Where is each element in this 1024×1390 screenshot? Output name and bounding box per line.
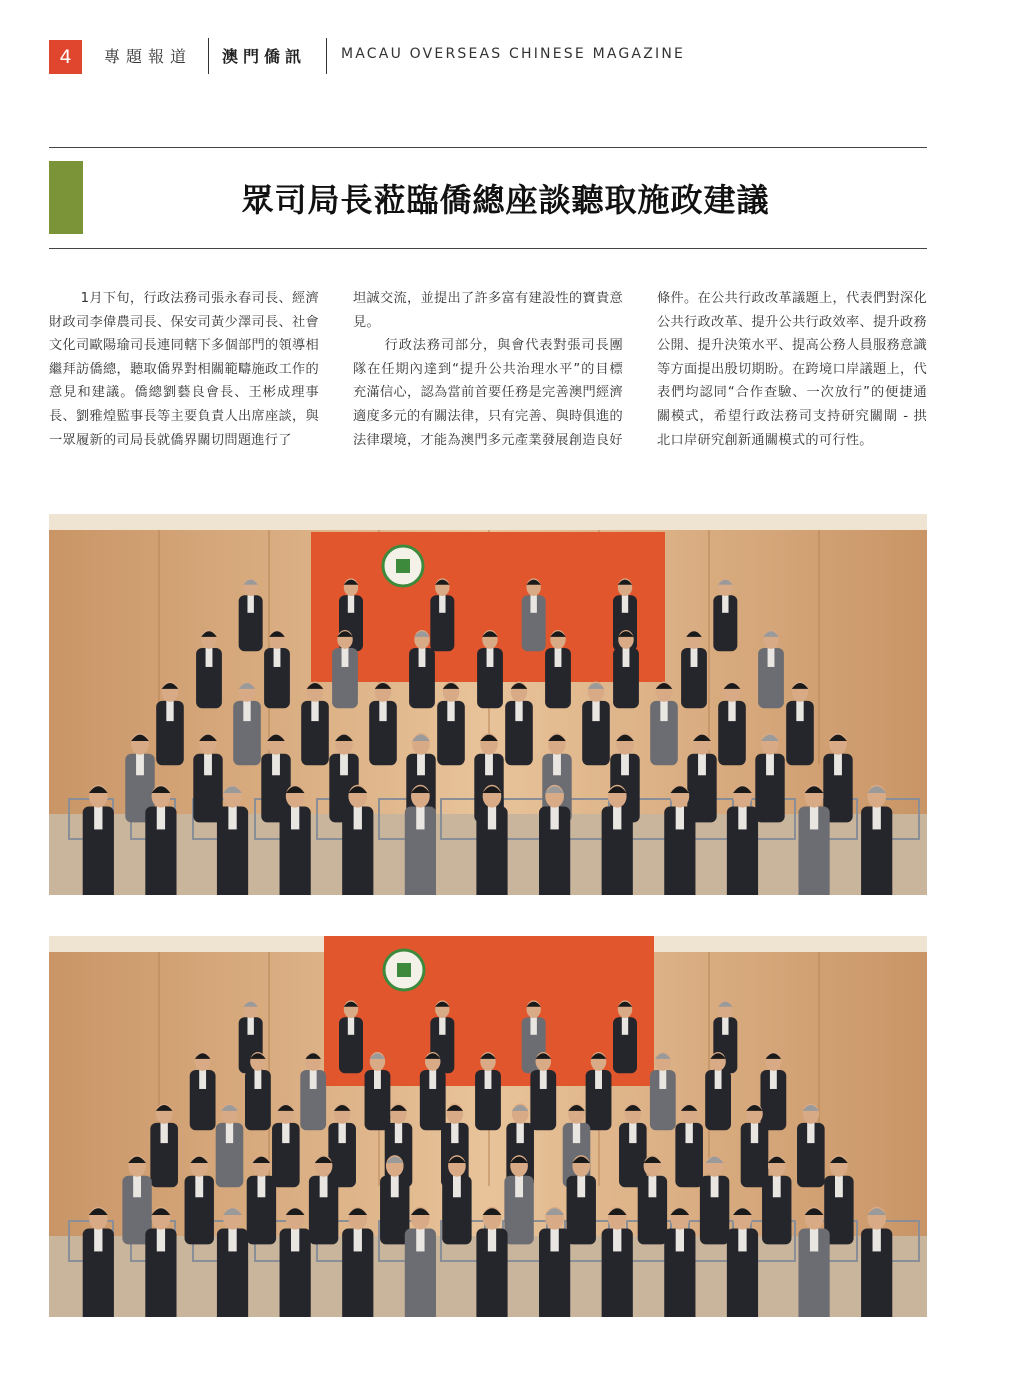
paragraph: 坦誠交流，並提出了許多富有建設性的寶貴意見。 [353, 291, 623, 330]
article-title: 眾司局長蒞臨僑總座談聽取施政建議 [241, 181, 770, 219]
page-number: 4 [49, 40, 82, 74]
article-column-1 [49, 287, 319, 452]
header-divider [326, 38, 327, 74]
title-bottom-rule [49, 248, 927, 249]
magazine-name-english: MACAU OVERSEAS CHINESE MAGAZINE [341, 46, 686, 62]
photo-illustration [49, 514, 927, 895]
magazine-name: 澳門僑訊 [222, 47, 307, 66]
group-photo-1 [49, 514, 927, 895]
title-accent-block [49, 161, 83, 234]
article-column-2 [353, 287, 623, 452]
group-photo-2 [49, 936, 927, 1317]
photo-illustration [49, 936, 927, 1317]
paragraph: 1月下旬，行政法務司張永春司長、經濟財政司李偉農司長、保安司黃少澤司長、社會文化司歐陽瑜司長連同轄下多個部門的領導相繼拜訪僑總，聽取僑界對相關範疇施政工作的意見和建議。僑總劉藝良會長、王彬成理事長、劉雅煌監事長等主要負責人出席座談，與一眾履新的司局長就僑界關切問題進行了 [49, 291, 319, 448]
section-label: 專題報道 [104, 47, 193, 66]
paragraph: 條件。在公共行政改革議題上，代表們對深化公共行政改革、提升公共行政效率、提升政務公開、提升決策水平、提高公務人員服務意識等方面提出殷切期盼。在跨境口岸議題上，代表們均認同“合作查驗、一次放行”的便捷通關模式，希望行政法務司支持研究關閘 - 拱北口岸研究創新通關模式的可行性。 [657, 291, 927, 448]
title-top-rule [49, 147, 927, 148]
header-divider [208, 38, 209, 74]
paragraph: 行政法務司部分，與會代表對張司長團隊在任期內達到“提升公共治理水平”的目標充滿信心，認為當前首要任務是完善澳門經濟適度多元的有關法律，只有完善、與時俱進的法律環境，才能為澳門多元產業發展創造良好 [353, 338, 623, 448]
article-column-3 [657, 287, 927, 452]
